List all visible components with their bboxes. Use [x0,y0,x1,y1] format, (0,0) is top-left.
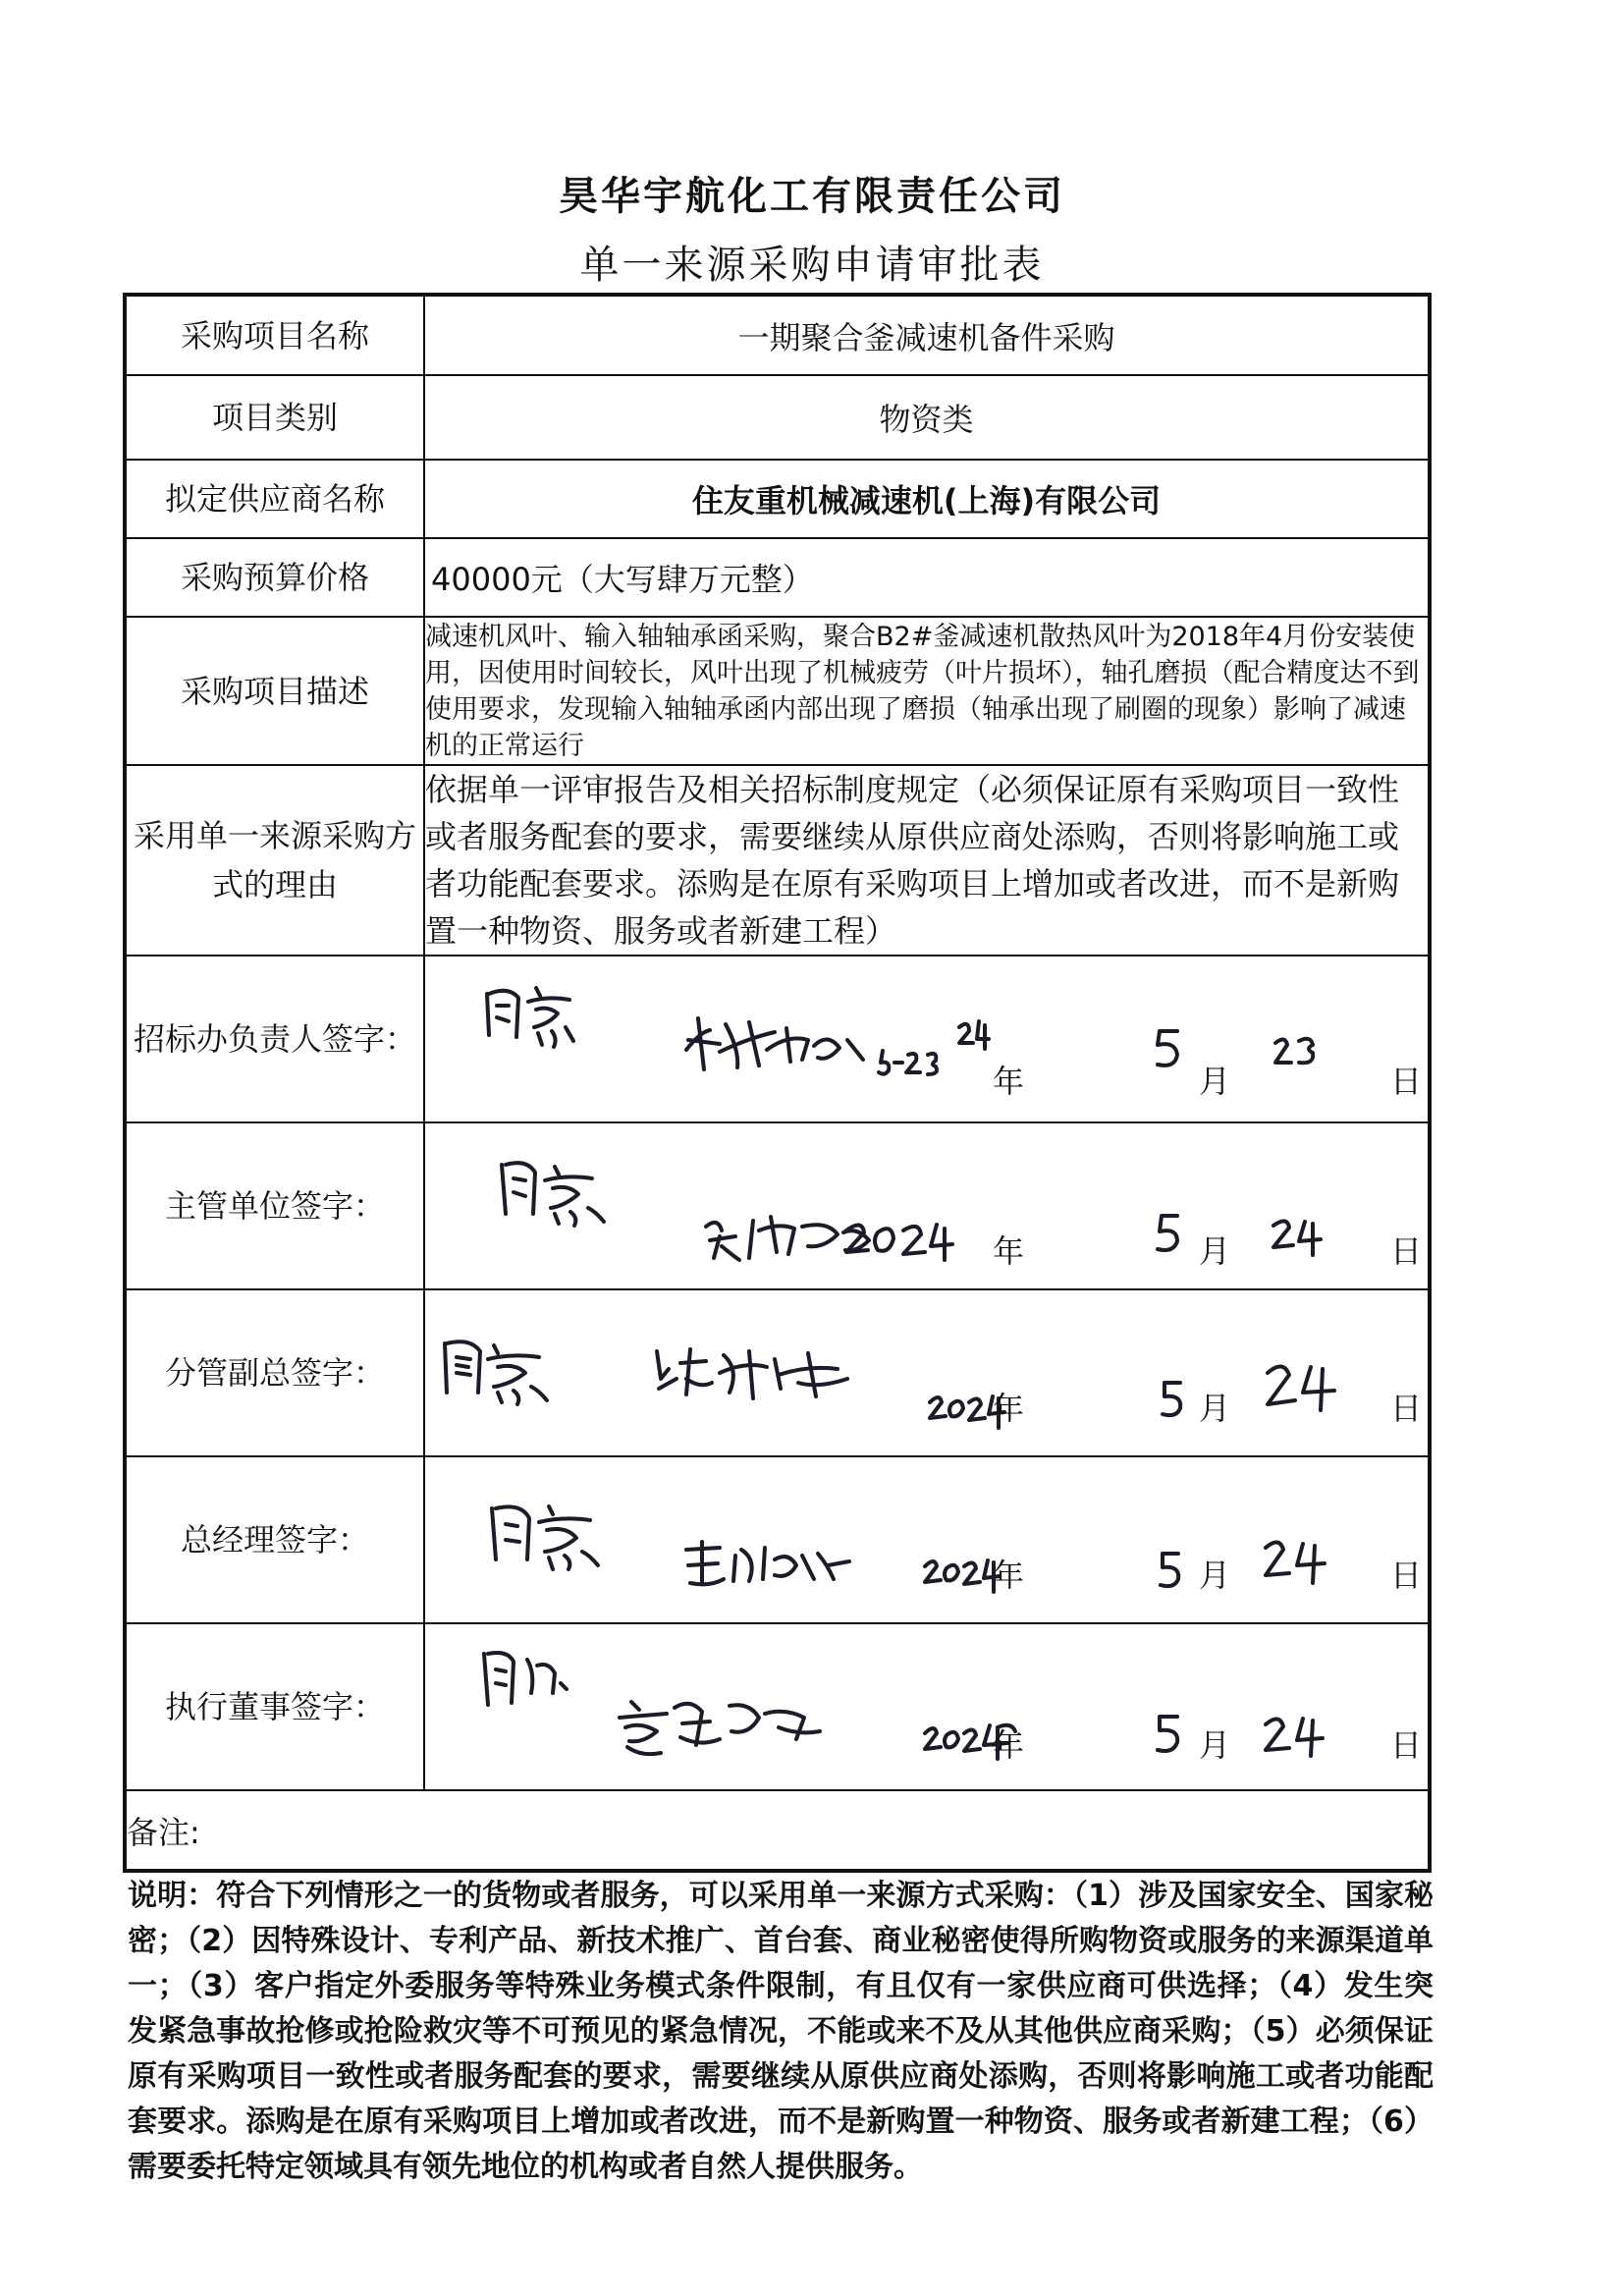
handwritten-signature [680,1536,867,1595]
category-label: 项目类别 [125,375,424,460]
signature-row [125,1456,1430,1623]
budget-label: 采购预算价格 [125,538,424,617]
day-suffix: 日 [1390,1063,1423,1100]
row-description [125,617,1430,765]
row-project-name [125,295,1430,375]
year-suffix: 年 [993,1557,1025,1594]
signature-label: 总经理签字： [125,1456,424,1623]
description-label: 采购项目描述 [125,617,424,765]
handwritten-opinion [479,976,587,1055]
signature-label: 分管副总签字： [125,1289,424,1456]
handwritten-opinion [437,1330,565,1408]
row-category [125,375,1430,460]
handwritten-month [1157,1377,1196,1426]
project-name-value: 一期聚合釜减速机备件采购 [424,295,1430,375]
handwritten-opinion [484,1497,622,1575]
remarks-label: 备注: [125,1790,1430,1871]
handwritten-signature [651,1339,887,1408]
handwritten-month [1150,1025,1189,1074]
signature-cell [424,1623,1430,1790]
signature-cell [424,1456,1430,1623]
handwritten-month [1152,1210,1191,1259]
row-remarks [125,1790,1430,1871]
day-suffix: 日 [1390,1726,1423,1764]
handwritten-signature [680,1011,887,1079]
year-suffix: 年 [993,1063,1025,1100]
reason-value: 依据单一评审报告及相关招标制度规定（必须保证原有采购项目一致性或者服务配套的要求，需要继续从原供应商处添购，否则将影响施工或者功能配套要求。添购是在原有采购项目上增加或者改进，而不是新购置一种物资、服务或者新建工程） [424,765,1430,956]
project-name-label: 采购项目名称 [125,295,424,375]
month-suffix: 月 [1199,1726,1231,1764]
signature-cell [424,956,1430,1122]
handwritten-opinion [476,1644,574,1722]
handwritten-short-date [877,1043,955,1078]
handwritten-month [1155,1548,1194,1597]
signature-label: 招标办负责人签字： [125,956,424,1122]
category-value: 物资类 [424,375,1430,460]
signature-row [125,1623,1430,1790]
budget-value: 40000元（大写肆万元整） [424,538,1430,617]
supplier-value: 住友重机械减速机(上海)有限公司 [424,460,1430,538]
handwritten-month [1152,1711,1191,1760]
signature-row [125,956,1430,1122]
day-suffix: 日 [1390,1232,1423,1270]
reason-label: 采用单一来源采购方式的理由 [125,765,424,956]
signature-cell [424,1122,1430,1289]
handwritten-year [955,1017,995,1057]
handwritten-opinion [494,1153,622,1231]
year-suffix: 年 [993,1232,1025,1270]
signature-label: 执行董事签字： [125,1623,424,1790]
row-supplier [125,460,1430,538]
year-suffix: 年 [993,1726,1025,1764]
row-reason [125,765,1430,956]
row-budget [125,538,1430,617]
year-suffix: 年 [993,1390,1025,1427]
handwritten-day [1270,1214,1338,1259]
approval-form-table [123,293,1432,1873]
handwritten-year [842,1217,990,1266]
month-suffix: 月 [1199,1063,1231,1100]
handwritten-day [1262,1711,1340,1760]
day-suffix: 日 [1390,1390,1423,1427]
month-suffix: 月 [1199,1557,1231,1594]
handwritten-signature [612,1688,867,1767]
day-suffix: 日 [1390,1557,1423,1594]
month-suffix: 月 [1199,1232,1231,1270]
signature-cell [424,1289,1430,1456]
company-title: 昊华宇航化工有限责任公司 [559,174,1065,219]
handwritten-day [1262,1357,1350,1416]
month-suffix: 月 [1199,1390,1231,1427]
explanatory-note: 说明：符合下列情形之一的货物或者服务，可以采用单一来源方式采购：（1）涉及国家安全、国家秘密；（2）因特殊设计、专利产品、新技术推广、首台套、商业秘密使得所购物资或服务的来源渠道单一；（3）客户指定外委服务等特殊业务模式条件限制，有且仅有一家供应商可供选择；（4）发生突发紧急事故抢修或抢险救灾等不可预见的紧急情况，不能或来不及从其他供应商采购；（5）必须保证原有采购项目一致性或者服务配套的要求，需要继续从原供应商处添购，否则将影响施工或者功能配套要求。添购是在原有采购项目上增加或者改进，而不是新购置一种物资、服务或者新建工程；（6）需要委托特定领域具有领先地位的机构或者自然人提供服务。 [128,1879,1434,2184]
description-value: 减速机风叶、输入轴轴承函采购，聚合B2#釜减速机散热风叶为2018年4月份安装使用，因使用时间较长，风叶出现了机械疲劳（叶片损坏），轴孔磨损（配合精度达不到使用要求，发现输入轴轴承函内部出现了磨损（轴承出现了刷圈的现象）影响了减速机的正常运行 [424,617,1430,765]
handwritten-day [1272,1033,1330,1072]
signature-row [125,1122,1430,1289]
signature-label: 主管单位签字： [125,1122,424,1289]
signature-row [125,1289,1430,1456]
handwritten-day [1260,1534,1338,1589]
supplier-label: 拟定供应商名称 [125,460,424,538]
form-title: 单一来源采购申请审批表 [579,243,1045,288]
